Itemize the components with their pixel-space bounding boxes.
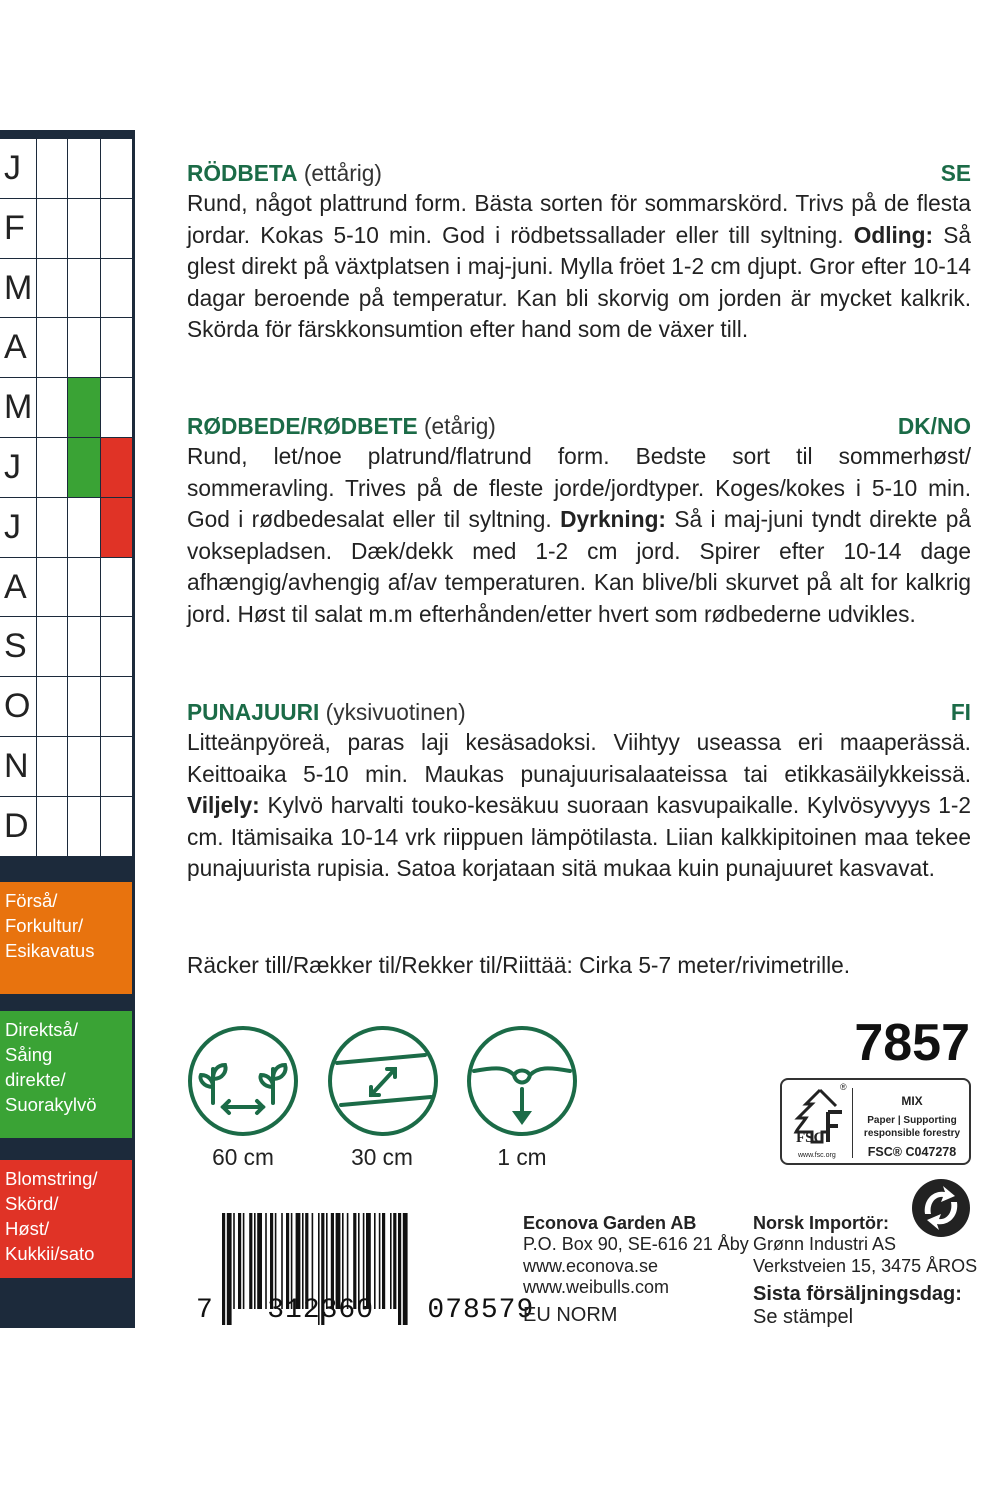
calendar-month-row (0, 258, 132, 318)
language-code: DK/NO (897, 413, 971, 439)
harvest-cell (101, 677, 132, 736)
presowing-cell (37, 558, 67, 617)
last-sale-info (753, 1283, 962, 1329)
last-sale-heading: Sista försäljningsdag: (753, 1283, 962, 1305)
calendar-month-label: J (0, 438, 36, 497)
calendar-month-row (0, 616, 132, 676)
calendar-month-row (0, 676, 132, 736)
legend-presowing: Förså/ Forkultur/ Esikavatus (0, 882, 132, 994)
presowing-cell (37, 378, 67, 437)
company-address: P.O. Box 90, SE-616 21 Åby (523, 1234, 749, 1255)
harvest-cell (101, 318, 132, 377)
presowing-cell (37, 797, 67, 856)
calendar-month-row (0, 497, 132, 557)
direct-sowing-cell (68, 737, 100, 796)
presowing-cell (37, 498, 67, 557)
fsc-mix: MIX (901, 1094, 923, 1108)
presowing-cell (37, 677, 67, 736)
direct-sowing-cell (68, 378, 100, 437)
section-dk-no (187, 411, 971, 630)
fsc-code: FSC® C047278 (867, 1145, 957, 1159)
importer-info (753, 1213, 977, 1277)
section-subtitle: (etårig) (424, 413, 496, 439)
calendar-month-label: A (0, 318, 36, 377)
section-body: Rund, något plattrund form. Bästa sorten för sommarskörd. Trivs på de flesta jordar. Kokas 5-10 min. God i rödbetssallader eller till syltning. Odling: Så glest direkt på växtplatsen i maj-juni. Mylla fröet 1-2 cm djupt. Gror efter 10-14 dagar beroende på temperatur. Kan bli skorvig om jorden är mycket kalkrik. Skörda för färskkonsumtion efter hand som de växer till. (187, 190, 972, 342)
plant-distance-icon (187, 1025, 299, 1137)
direct-sowing-cell (68, 677, 100, 736)
section-se (187, 158, 971, 346)
harvest-cell (101, 558, 132, 617)
harvest-cell (101, 617, 132, 676)
calendar-month-label: M (0, 378, 36, 437)
calendar-month-label: N (0, 737, 36, 796)
calendar-month-row (0, 437, 132, 497)
presowing-cell (37, 438, 67, 497)
sowing-calendar (0, 130, 135, 1328)
importer-heading: Norsk Importör: (753, 1213, 890, 1233)
direct-sowing-cell (68, 797, 100, 856)
language-code: SE (940, 160, 971, 186)
row-distance-label: 30 cm (351, 1144, 413, 1170)
company-web1[interactable]: www.econova.se (523, 1255, 659, 1276)
presowing-cell (37, 259, 67, 318)
last-sale-value: Se stämpel (753, 1306, 854, 1328)
harvest-cell (101, 139, 132, 198)
company-info (523, 1213, 749, 1298)
calendar-month-row (0, 796, 132, 856)
calendar-month-row (0, 377, 132, 437)
fsc-line2: responsible forestry (863, 1128, 961, 1139)
section-subtitle: (yksivuotinen) (325, 699, 466, 725)
section-title: RØDBEDE/RØDBETE (187, 413, 418, 439)
harvest-cell (101, 378, 132, 437)
calendar-month-label: O (0, 677, 36, 736)
calendar-month-label: F (0, 199, 36, 258)
direct-sowing-cell (68, 498, 100, 557)
language-code: FI (950, 699, 971, 725)
calendar-month-row (0, 736, 132, 796)
section-title: PUNAJUURI (187, 699, 320, 725)
calendar-month-row (0, 317, 132, 377)
importer-address: Verkstveien 15, 3475 ÅROS (753, 1255, 978, 1276)
calendar-month-label: D (0, 797, 36, 856)
direct-sowing-cell (68, 199, 100, 258)
harvest-cell (101, 199, 132, 258)
legend-direct-sowing: Direktså/ Såing direkte/ Suorakylvö (0, 1011, 132, 1138)
presowing-cell (37, 199, 67, 258)
section-body: Litteänpyöreä, paras laji kesäsadoksi. Viihtyy useassa eri maaperässä. Keittoaika 5-10 min. Maukas punajuurisalaateissa tai etikkasäilykkeissä. Viljely: Kylvö harvalti touko-kesäkuu suoraan kasvupaikalle. Kylvösyvyys 1-2 cm. Itämisaika 10-14 vrk riippuen lämpötilasta. Liian kalkkipitoinen maa tekee punajuurista rupisia. Satoa korjataan sitä mukaa kuin punajuuret kasvavat. (187, 729, 971, 881)
section-fi (187, 697, 971, 885)
yield-text: Räcker till/Rækker til/Rekker til/Riittää: Cirka 5-7 meter/rivimetrille. (187, 952, 851, 978)
fsc-url: www.fsc.org (798, 1152, 836, 1159)
calendar-month-label: J (0, 139, 36, 198)
fsc-logo-text: FSC (796, 1130, 825, 1146)
direct-sowing-cell (68, 318, 100, 377)
direct-sowing-cell (68, 438, 100, 497)
fsc-line1: Paper | Supporting (867, 1115, 957, 1126)
section-title: RÖDBETA (187, 160, 298, 186)
row-distance-icon (327, 1025, 439, 1137)
sowing-depth-label: 1 cm (497, 1144, 547, 1170)
presowing-cell (37, 139, 67, 198)
barcode-number: 7 312360 078579 (196, 1295, 535, 1326)
legend-harvest: Blomstring/ Skörd/ Høst/ Kukkii/sato (0, 1160, 132, 1278)
harvest-cell (101, 498, 132, 557)
calendar-month-row (0, 198, 132, 258)
calendar-month-row (0, 138, 132, 198)
eu-norm: EU NORM (523, 1304, 618, 1326)
direct-sowing-cell (68, 558, 100, 617)
sowing-depth-icon (466, 1025, 578, 1137)
calendar-month-label: M (0, 259, 36, 318)
fsc-label (780, 1078, 971, 1165)
presowing-cell (37, 318, 67, 377)
calendar-month-label: A (0, 558, 36, 617)
fsc-reg: ® (840, 1082, 847, 1092)
presowing-cell (37, 737, 67, 796)
harvest-cell (101, 797, 132, 856)
direct-sowing-cell (68, 139, 100, 198)
direct-sowing-cell (68, 617, 100, 676)
section-subtitle: (ettårig) (303, 160, 382, 186)
harvest-cell (101, 438, 132, 497)
harvest-cell (101, 259, 132, 318)
company-name: Econova Garden AB (523, 1213, 697, 1233)
harvest-cell (101, 737, 132, 796)
calendar-month-label: S (0, 617, 36, 676)
plant-distance-label: 60 cm (212, 1144, 274, 1170)
presowing-cell (37, 617, 67, 676)
article-number: 7857 (854, 1014, 970, 1072)
company-web2[interactable]: www.weibulls.com (523, 1276, 670, 1297)
section-body: Rund, let/noe platrund/flatrund form. Bedste sort til sommerhøst/ sommeravling. Trives på de fleste jorde/jordtyper. Koges/kokes i 5-10 min. God i rødbedesalat eller til syltning. Dyrkning: Så i maj-juni tyndt direkte på voksepladsen. Dæk/dekk med 1-2 cm jord. Spirer efter 10-14 dage afhængig/avhengig af/av temperaturen. Kan blive/bli skurvet på alt for kalkrig jord. Høst til salat m.m efterhånden/etter hvert som rødbederne udvikles. (187, 443, 972, 627)
direct-sowing-cell (68, 259, 100, 318)
importer-name: Grønn Industri AS (753, 1234, 897, 1255)
calendar-month-label: J (0, 498, 36, 557)
calendar-grid (0, 138, 132, 856)
calendar-month-row (0, 557, 132, 617)
